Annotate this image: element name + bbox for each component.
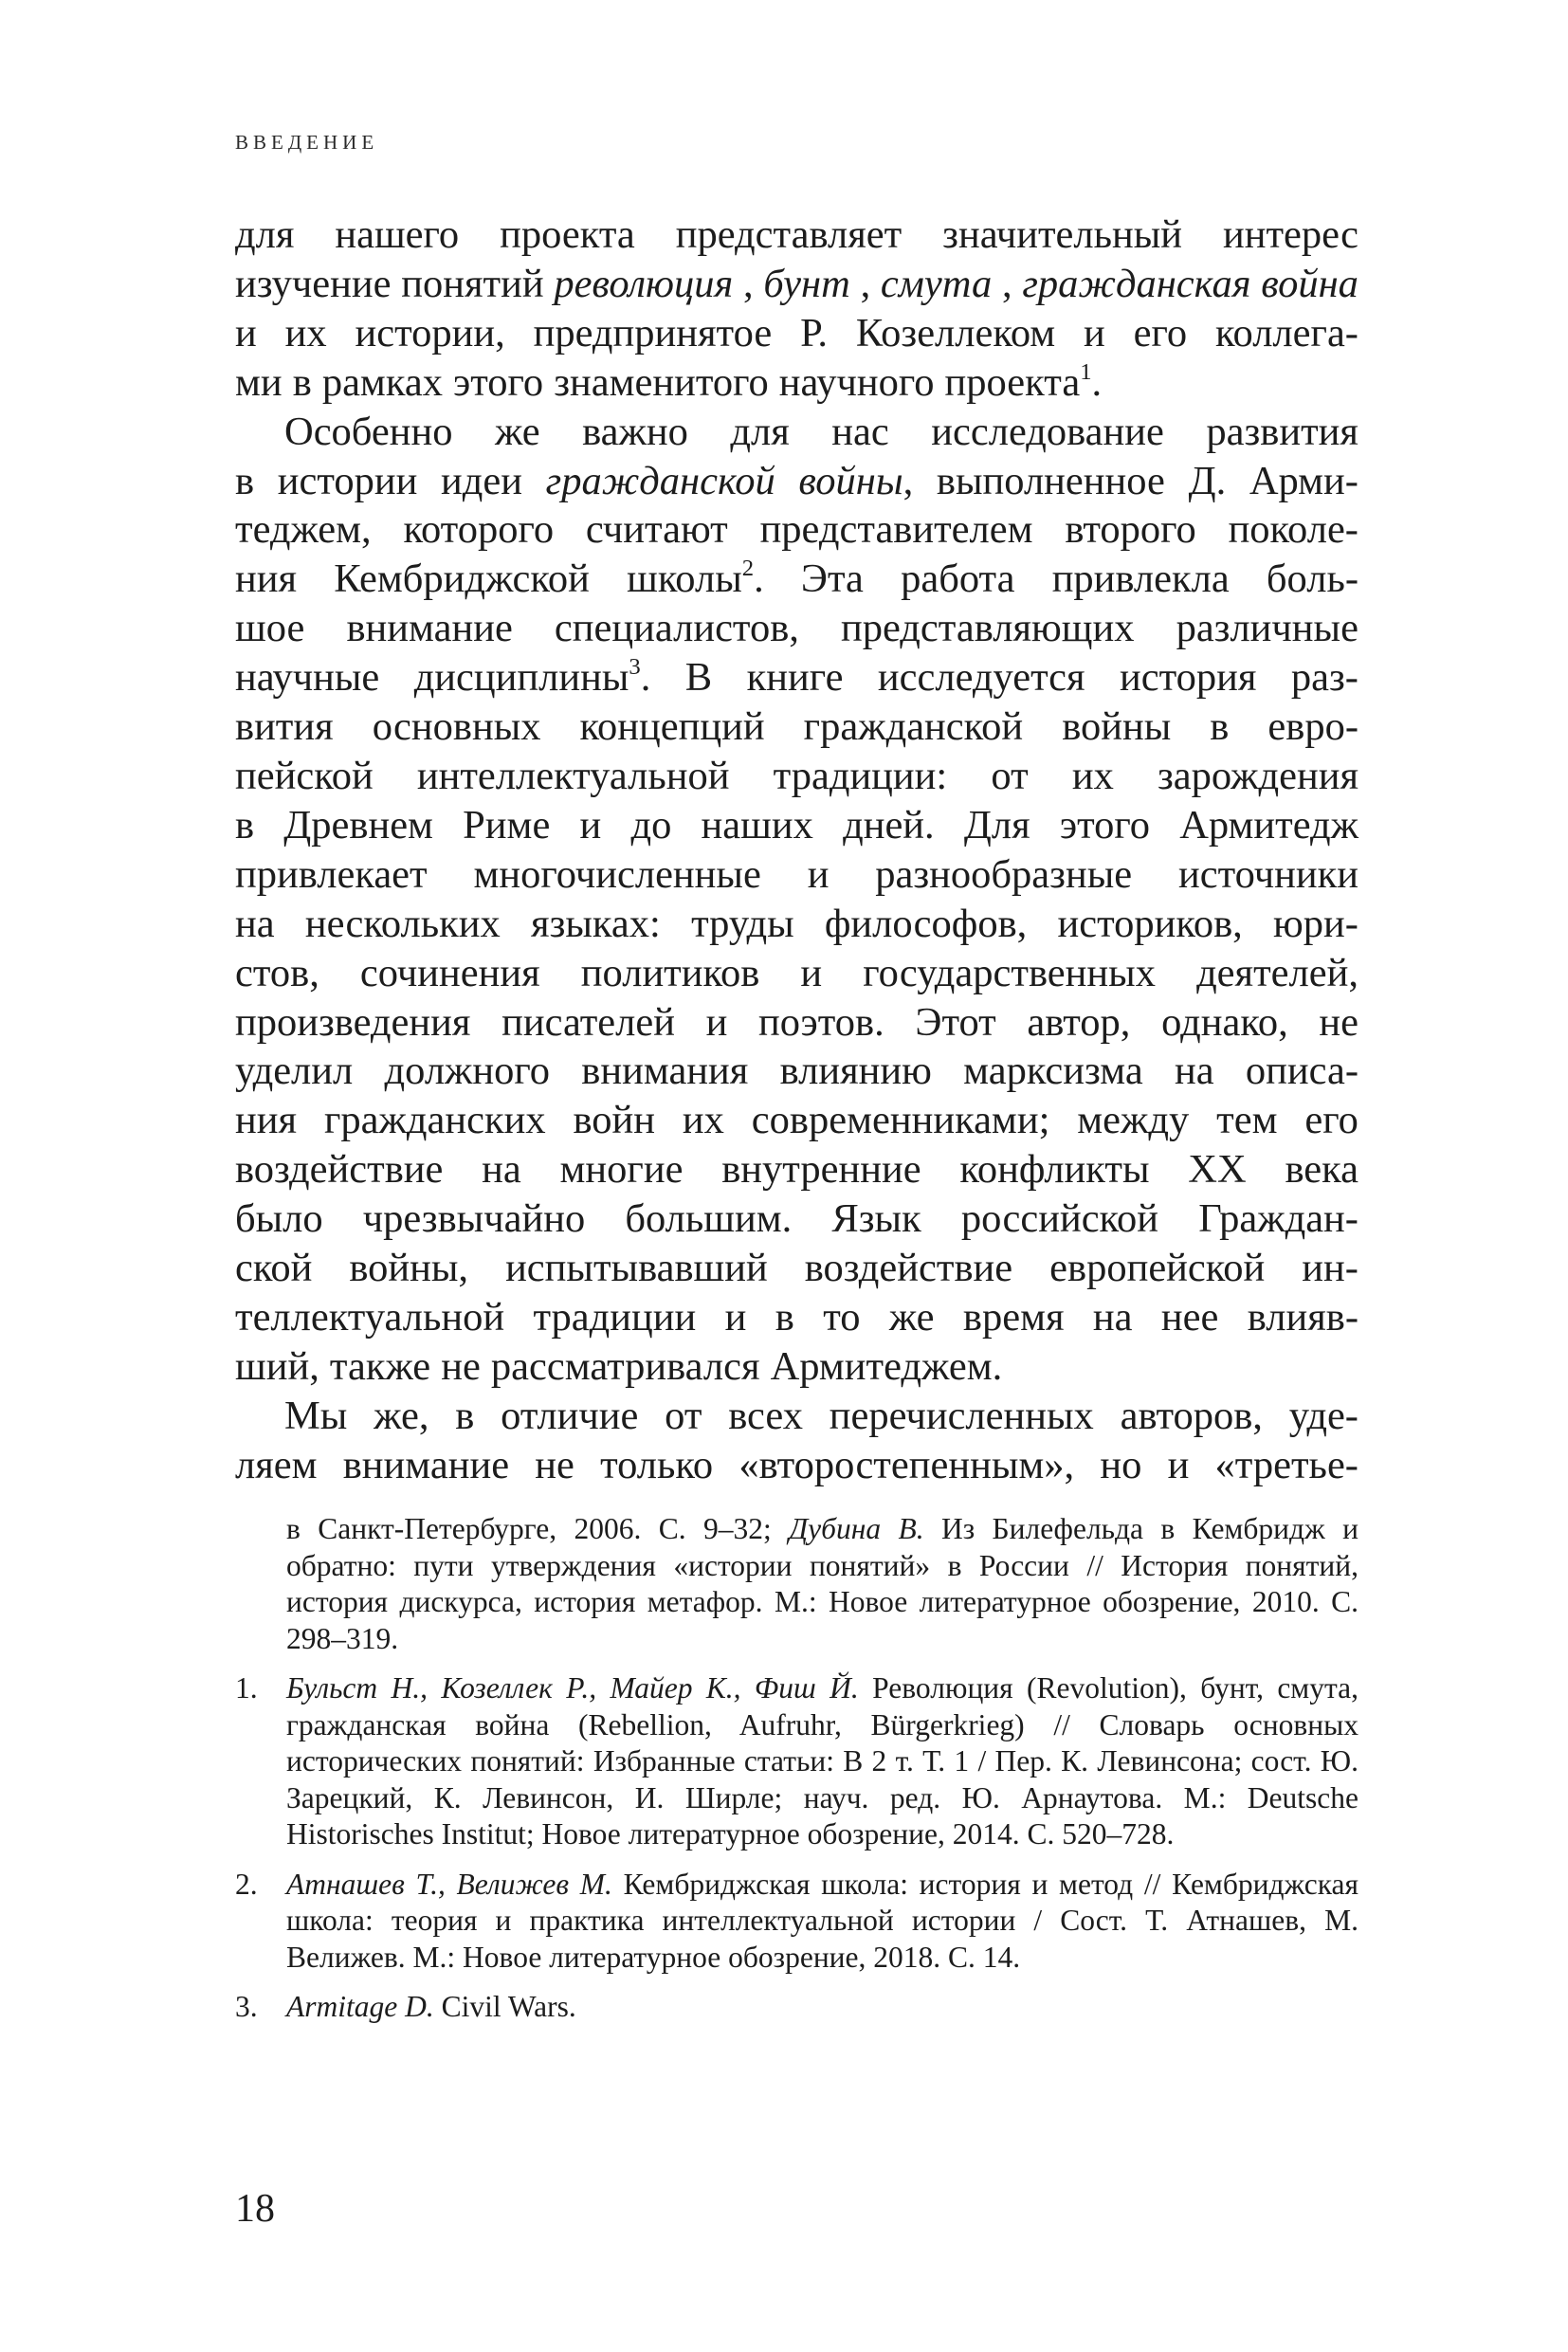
body-line: пейской интеллектуальной традиции: от их зарождения bbox=[235, 753, 1358, 798]
paragraph bbox=[235, 408, 1358, 1392]
body-line: теллектуальной традиции и в то же время на нее влияв- bbox=[235, 1294, 1358, 1340]
page-number: 18 bbox=[235, 2187, 275, 2231]
body-line: и их истории, предпринятое Р. Козеллеком и его коллега- bbox=[235, 310, 1358, 356]
body-line: на нескольких языках: труды философов, историков, юри- bbox=[235, 901, 1358, 946]
footnote-number: 1. bbox=[235, 1671, 258, 1705]
running-head: ВВЕДЕНИЕ bbox=[235, 131, 379, 154]
body-line: было чрезвычайно большим. Язык российской Граждан- bbox=[235, 1196, 1358, 1242]
body-line: шое внимание специалистов, представляющих различные bbox=[235, 606, 1358, 651]
paragraph bbox=[235, 1392, 1358, 1490]
body-line: теджем, которого считают представителем второго поколе- bbox=[235, 507, 1358, 553]
body-line: стов, сочинения политиков и государственных деятелей, bbox=[235, 950, 1358, 995]
body-line: ния Кембриджской школы$^2$. Эта работа привлекла боль- bbox=[235, 556, 1358, 602]
body-line: воздействие на многие внутренние конфликты XX века bbox=[235, 1147, 1358, 1193]
footnote-number: 3. bbox=[235, 1990, 258, 2023]
footnote-number: 2. bbox=[235, 1867, 258, 1901]
body-line: научные дисциплины$^3$. В книге исследуется история раз- bbox=[235, 653, 1358, 701]
footnotes bbox=[235, 1511, 1358, 2039]
body-line: ния гражданских войн их современниками; между тем его bbox=[235, 1098, 1358, 1143]
body-line: ляем внимание не только «второстепенным», но и «третье- bbox=[235, 1442, 1358, 1487]
body-line: ший, также не рассматривался Армитеджем. bbox=[235, 1343, 1003, 1389]
body-line: привлекает многочисленные и разнообразные источники bbox=[235, 851, 1358, 897]
body-line: Мы же, в отличие от всех перечисленных авторов, уде- bbox=[284, 1393, 1358, 1438]
body-line: вития основных концепций гражданской войны в евро- bbox=[235, 704, 1358, 750]
body-line: уделил должного внимания влиянию марксизма на описа- bbox=[235, 1048, 1358, 1094]
body-line: ской войны, испытывавший воздействие европейской ин- bbox=[235, 1246, 1358, 1291]
body-line: Особенно же важно для нас исследование развития bbox=[284, 409, 1358, 454]
body-line: изучение понятий революция , бунт , смута , гражданская война bbox=[235, 261, 1358, 306]
footnote-text: Атнашев Т., Велижев М. Кембриджская школа: история и метод // Кембриджская школа: теория и практика интеллектуальной истории / Сост. Т. Атнашев, М. Велижев. М.: Новое литературное обозрение, 2018. С. 14. bbox=[286, 1867, 1359, 1974]
footnote-text: Бульст Н., Козеллек Р., Майер К., Фиш Й. Революция (Revolution), бунт, смута, гражданская война (Rebellion, Aufruhr, Bürgerkrieg) // Словарь основных исторических понятий: Избранные статьи: В 2 т. Т. 1 / Пер. К. Левинсона; сост. Ю. Зарецкий, К. Левинсон, И. Ширле; науч. ред. Ю. Арнаутова. М.: Deutsche Historisches Institut; Новое литературное обозрение, 2014. С. 520–728. bbox=[286, 1671, 1358, 1851]
body-line: для нашего проекта представляет значительный интерес bbox=[235, 212, 1358, 257]
body-line: ми в рамках этого знаменитого научного проекта$^1$. bbox=[235, 358, 1103, 405]
footnote-text: Armitage D. Civil Wars. bbox=[286, 1990, 576, 2023]
footnote-continuation: в Санкт-Петербурге, 2006. С. 9–32; Дубина В. Из Билефельда в Кембридж и обратно: пути утверждения «истории понятий» в России // История понятий, история дискурса, история метафор. М.: Новое литературное обозрение, 2010. С. 298–319. bbox=[286, 1512, 1359, 1655]
footnote bbox=[235, 1867, 1358, 1977]
footnote bbox=[235, 1989, 1358, 2026]
footnote bbox=[235, 1670, 1358, 1853]
body-line: в истории идеи гражданской войны, выполненное Д. Арми- bbox=[235, 458, 1358, 503]
body-text bbox=[235, 210, 1358, 1490]
body-line: произведения писателей и поэтов. Этот автор, однако, не bbox=[235, 999, 1358, 1045]
body-line: в Древнем Риме и до наших дней. Для этого Армитедж bbox=[235, 802, 1358, 848]
